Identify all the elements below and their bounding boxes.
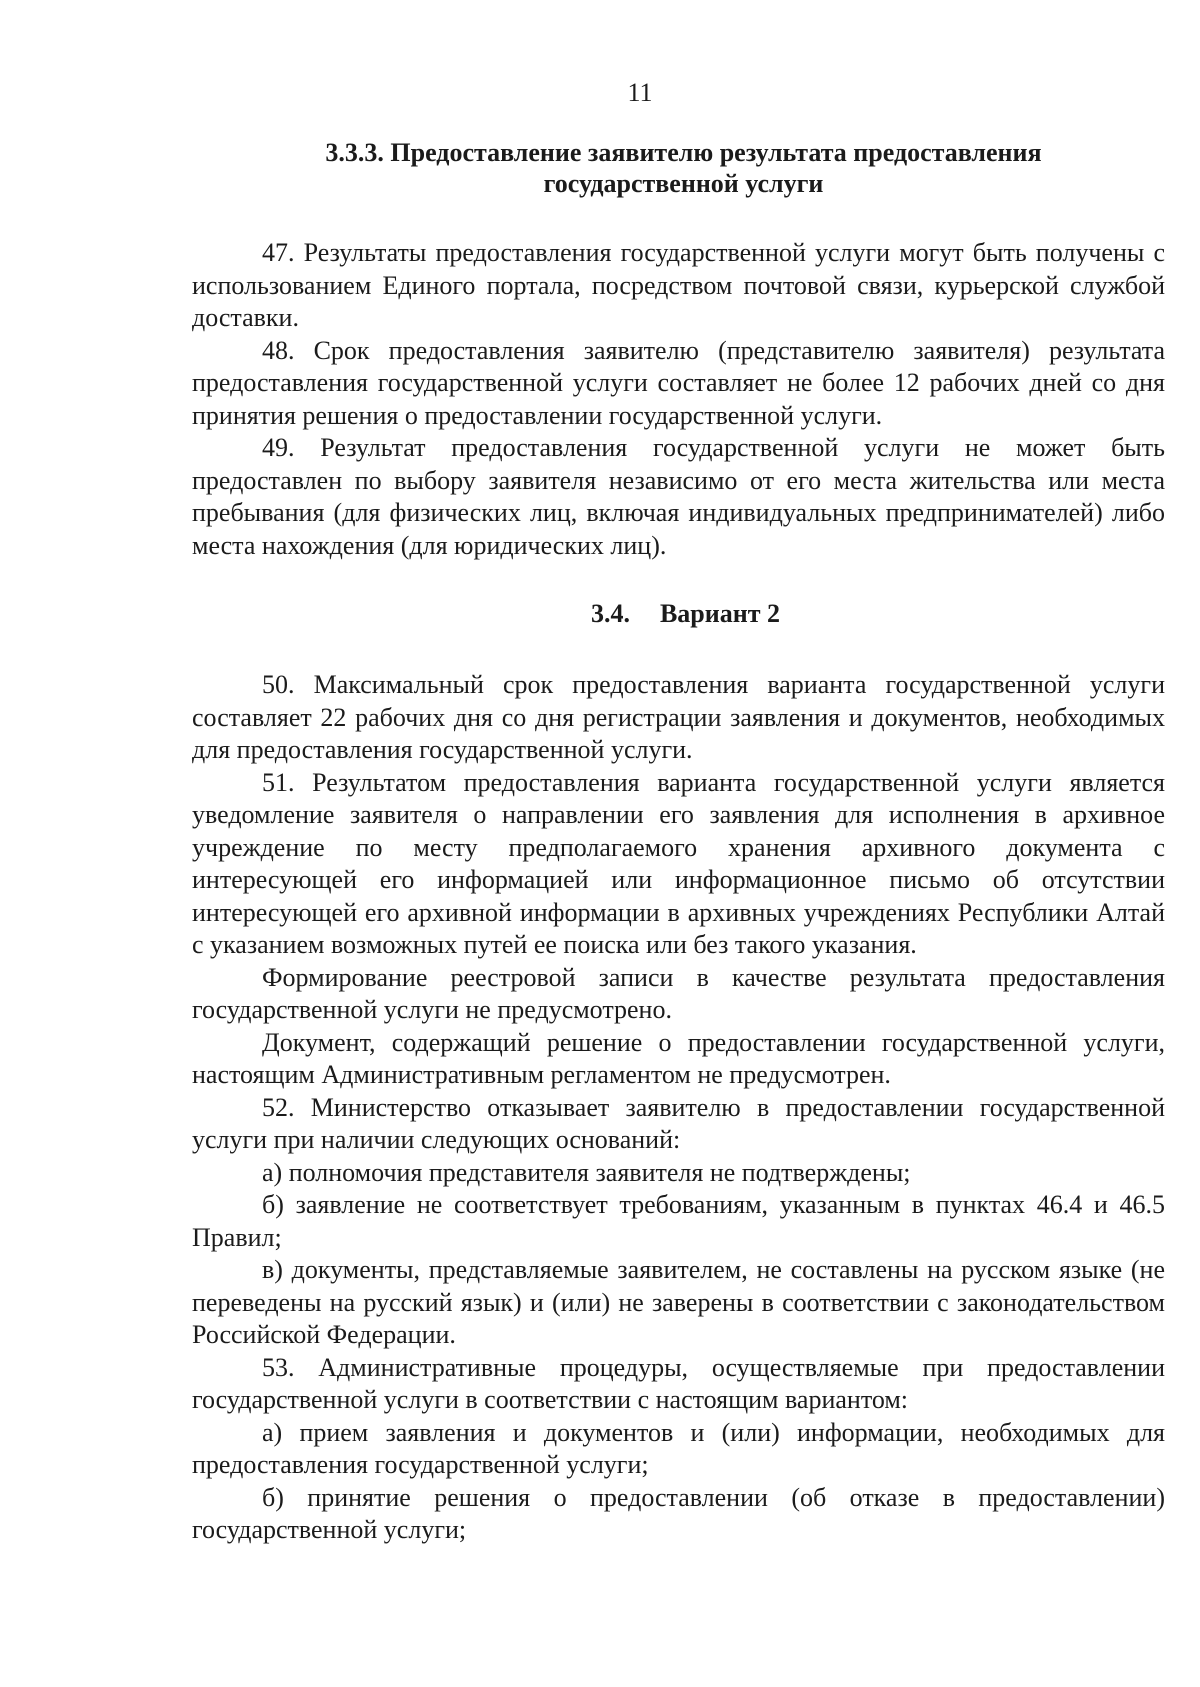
spacer: [192, 562, 1165, 598]
paragraph-51: 51. Результатом предоставления варианта государственной услуги является уведомление заявителя о направлении его заявления для исполнения в архивное учреждение по месту предполагаемого хранения архивного документа с интересующей его информацией или информационное письмо об отсутствии интересующей его архивной информации в архивных учреждениях Республики Алтай с указанием возможных путей ее поиска или без такого указания.: [192, 767, 1165, 959]
section-heading-3-4: [192, 598, 1165, 629]
list-item-53-b: б) принятие решения о предоставлении (об отказе в предоставлении) государственной услуги;: [192, 1482, 1165, 1544]
section-heading-3-3-3: [192, 137, 1165, 199]
section-title: Вариант 2: [659, 599, 781, 628]
paragraph-52: 52. Министерство отказывает заявителю в предоставлении государственной услуги при наличии следующих оснований:: [192, 1092, 1165, 1154]
section-number: 3.4.: [590, 599, 630, 628]
document-body: [192, 137, 1165, 1547]
paragraph-decision-document: Документ, содержащий решение о предоставлении государственной услуги, настоящим Административным регламентом не предусмотрен.: [192, 1027, 1165, 1089]
paragraph-48: 48. Срок предоставления заявителю (представителю заявителя) результата предоставления государственной услуги составляет не более 12 рабочих дней со дня принятия решения о предоставлении государственной услуги.: [192, 335, 1165, 430]
paragraph-53: 53. Административные процедуры, осуществляемые при предоставлении государственной услуги в соответствии с настоящим вариантом:: [192, 1352, 1165, 1414]
list-item-53-a: а) прием заявления и документов и (или) информации, необходимых для предоставления государственной услуги;: [192, 1417, 1165, 1479]
list-item-52-b: б) заявление не соответствует требованиям, указанным в пунктах 46.4 и 46.5 Правил;: [192, 1190, 1165, 1252]
spacer: [192, 199, 1165, 237]
paragraph-47: 47. Результаты предоставления государственной услуги могут быть получены с использованием Единого портала, посредством почтовой связи, курьерской службой доставки.: [192, 238, 1165, 332]
section-heading-line-2: государственной услуги: [543, 169, 824, 198]
list-item-52-v: в) документы, представляемые заявителем, не составлены на русском языке (не переведены на русский язык) и (или) не заверены в соответствии с законодательством Российской Федерации.: [192, 1255, 1165, 1349]
section-heading-line-1: 3.3.3. Предоставление заявителю результата предоставления: [325, 138, 1042, 167]
spacer: [192, 629, 1165, 669]
paragraph-49: 49. Результат предоставления государственной услуги не может быть предоставлен по выбору заявителя независимо от его места жительства или места пребывания (для физических лиц, включая индивидуальных предпринимателей) либо места нахождения (для юридических лиц).: [192, 433, 1165, 560]
paragraph-registry-record: Формирование реестровой записи в качестве результата предоставления государственной услуги не предусмотрено.: [192, 962, 1165, 1024]
list-item-52-a: а) полномочия представителя заявителя не подтверждены;: [262, 1157, 911, 1187]
page-number: 11: [627, 78, 653, 107]
paragraph-50: 50. Максимальный срок предоставления варианта государственной услуги составляет 22 рабочих дня со дня регистрации заявления и документов, необходимых для предоставления государственной услуги.: [192, 670, 1165, 764]
